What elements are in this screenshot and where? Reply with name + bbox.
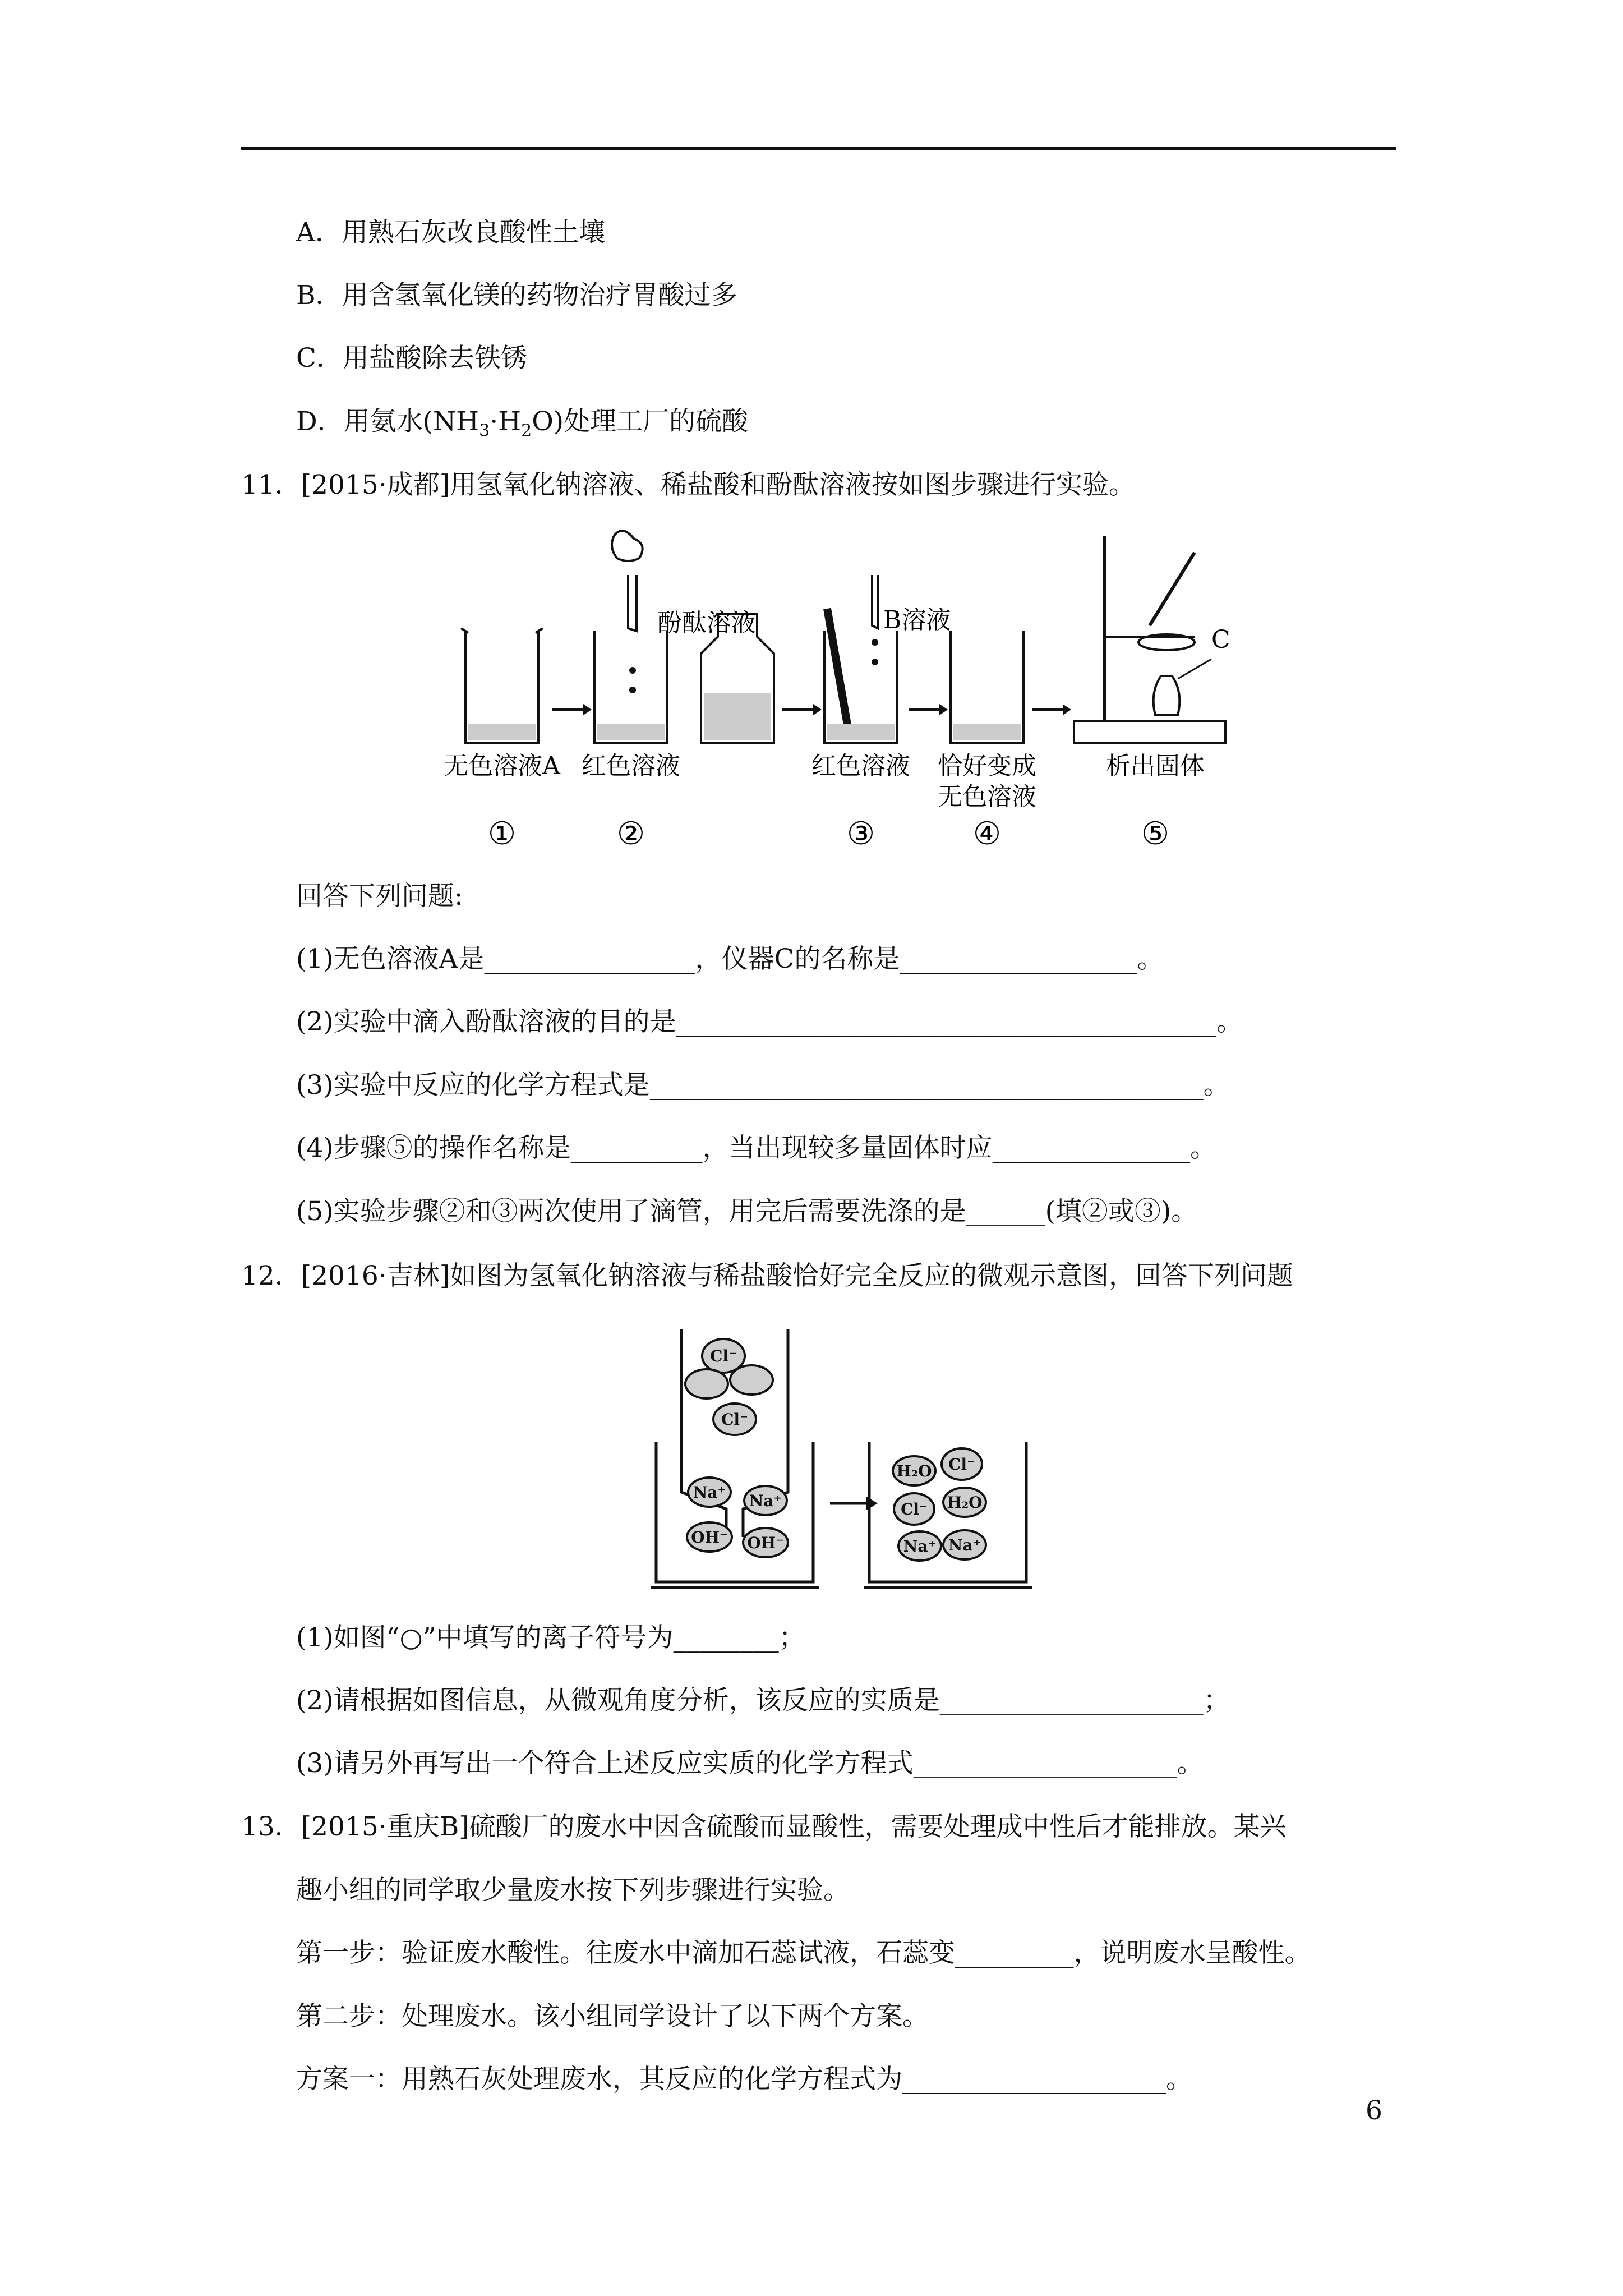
q11-sub1: (1)无色溶液A是________________，仪器C的名称是__________________。: [296, 944, 1164, 974]
molecule-h2o-2: H₂O: [947, 1493, 983, 1512]
q11-experiment-figure: [426, 524, 1245, 861]
glass-rod: [827, 609, 850, 738]
ion-na-right-1: Na⁺: [903, 1537, 937, 1556]
ion-cl-right-2: Cl⁻: [901, 1500, 928, 1519]
q11-sub2: (2)实验中滴入酚酞溶液的目的是_________________________________________。: [296, 1006, 1243, 1037]
caption-5: 析出固体: [1106, 752, 1205, 780]
molecule-h2o-1: H₂O: [896, 1462, 932, 1480]
ion-cl-top: Cl⁻: [710, 1347, 737, 1365]
caption-4a: 恰好变成: [938, 752, 1036, 780]
caption-2: 红色溶液: [582, 752, 680, 780]
dropper-3: [872, 575, 878, 628]
dropper-2: [628, 575, 637, 631]
ion-na-right-2: Na⁺: [948, 1536, 981, 1554]
q11-sub5: (5)实验步骤②和③两次使用了滴管，用完后需要洗涤的是______(填②或③)。: [296, 1196, 1198, 1227]
iron-stand-base: [1074, 721, 1225, 743]
ion-cl-right-1: Cl⁻: [948, 1455, 975, 1474]
q11-stem: 11．[2015·成都]用氢氧化钠溶液、稀盐酸和酚酞溶液按如图步骤进行实验。: [241, 470, 1136, 500]
q11-intro: 回答下列问题:: [296, 881, 463, 912]
q13-step2: 第二步：处理废水。该小组同学设计了以下两个方案。: [296, 2001, 929, 2032]
q13-stem-line1: 13．[2015·重庆B]硫酸厂的废水中因含硫酸而显酸性，需要处理成中性后才能排放。某兴: [241, 1811, 1287, 1842]
q12-micro-diagram: [639, 1324, 1054, 1599]
q11-sub4: (4)步骤⑤的操作名称是__________，当出现较多量固体时应_______________。: [296, 1133, 1217, 1163]
step-number-5: ⑤: [1141, 816, 1170, 852]
ion-oh-1: OH⁻: [691, 1528, 728, 1547]
header-rule: [241, 147, 1396, 150]
step-number-2: ②: [616, 816, 645, 852]
option-a: A．用熟石灰改良酸性土壤: [296, 217, 605, 248]
page-number: 6: [1366, 2095, 1382, 2126]
option-d: D．用氨水$(NH_3\cdot H_2O)$处理工厂的硫酸: [296, 406, 749, 441]
q11-sub3: (3)实验中反应的化学方程式是__________________________________________。: [296, 1070, 1230, 1101]
q13-step1: 第一步：验证废水酸性。往废水中滴加石蕊试液，石蕊变_________，说明废水呈酸性。: [296, 1938, 1311, 1968]
step-number-4: ④: [972, 816, 1002, 852]
caption-1: 无色溶液A: [444, 752, 560, 780]
step-number-3: ③: [846, 816, 875, 852]
q12-sub1: (1)如图“○”中填写的离子符号为________；: [296, 1622, 805, 1653]
label-c: C: [1211, 625, 1230, 654]
q12-sub2: (2)请根据如图信息，从微观角度分析，该反应的实质是____________________；: [296, 1685, 1230, 1716]
ion-na-2: Na⁺: [749, 1492, 782, 1510]
q12-stem: 12．[2016·吉林]如图为氢氧化钠溶液与稀盐酸恰好完全反应的微观示意图，回答下列问题: [241, 1260, 1294, 1291]
q13-plan1: 方案一：用熟石灰处理废水，其反应的化学方程式为____________________。: [296, 2064, 1192, 2095]
option-c: C．用盐酸除去铁锈: [296, 343, 527, 374]
alcohol-lamp: [1154, 676, 1180, 715]
left-beaker: [656, 1442, 813, 1582]
option-b: B．用含氢氧化镁的药物治疗胃酸过多: [296, 280, 737, 311]
step-number-1: ①: [487, 816, 517, 852]
q12-sub3: (3)请另外再写出一个符合上述反应实质的化学方程式____________________。: [296, 1748, 1204, 1779]
ion-cl-mid: Cl⁻: [721, 1410, 748, 1429]
caption-3: 红色溶液: [811, 752, 910, 780]
ion-oh-2: OH⁻: [747, 1534, 784, 1552]
ion-na-1: Na⁺: [693, 1483, 726, 1502]
q13-stem-line2: 趣小组的同学取少量废水按下列步骤进行实验。: [296, 1875, 850, 1906]
caption-4b: 无色溶液: [938, 783, 1036, 811]
label-b-solution: B溶液: [883, 606, 951, 634]
label-phenolphthalein: 酚酞溶液: [657, 609, 756, 637]
